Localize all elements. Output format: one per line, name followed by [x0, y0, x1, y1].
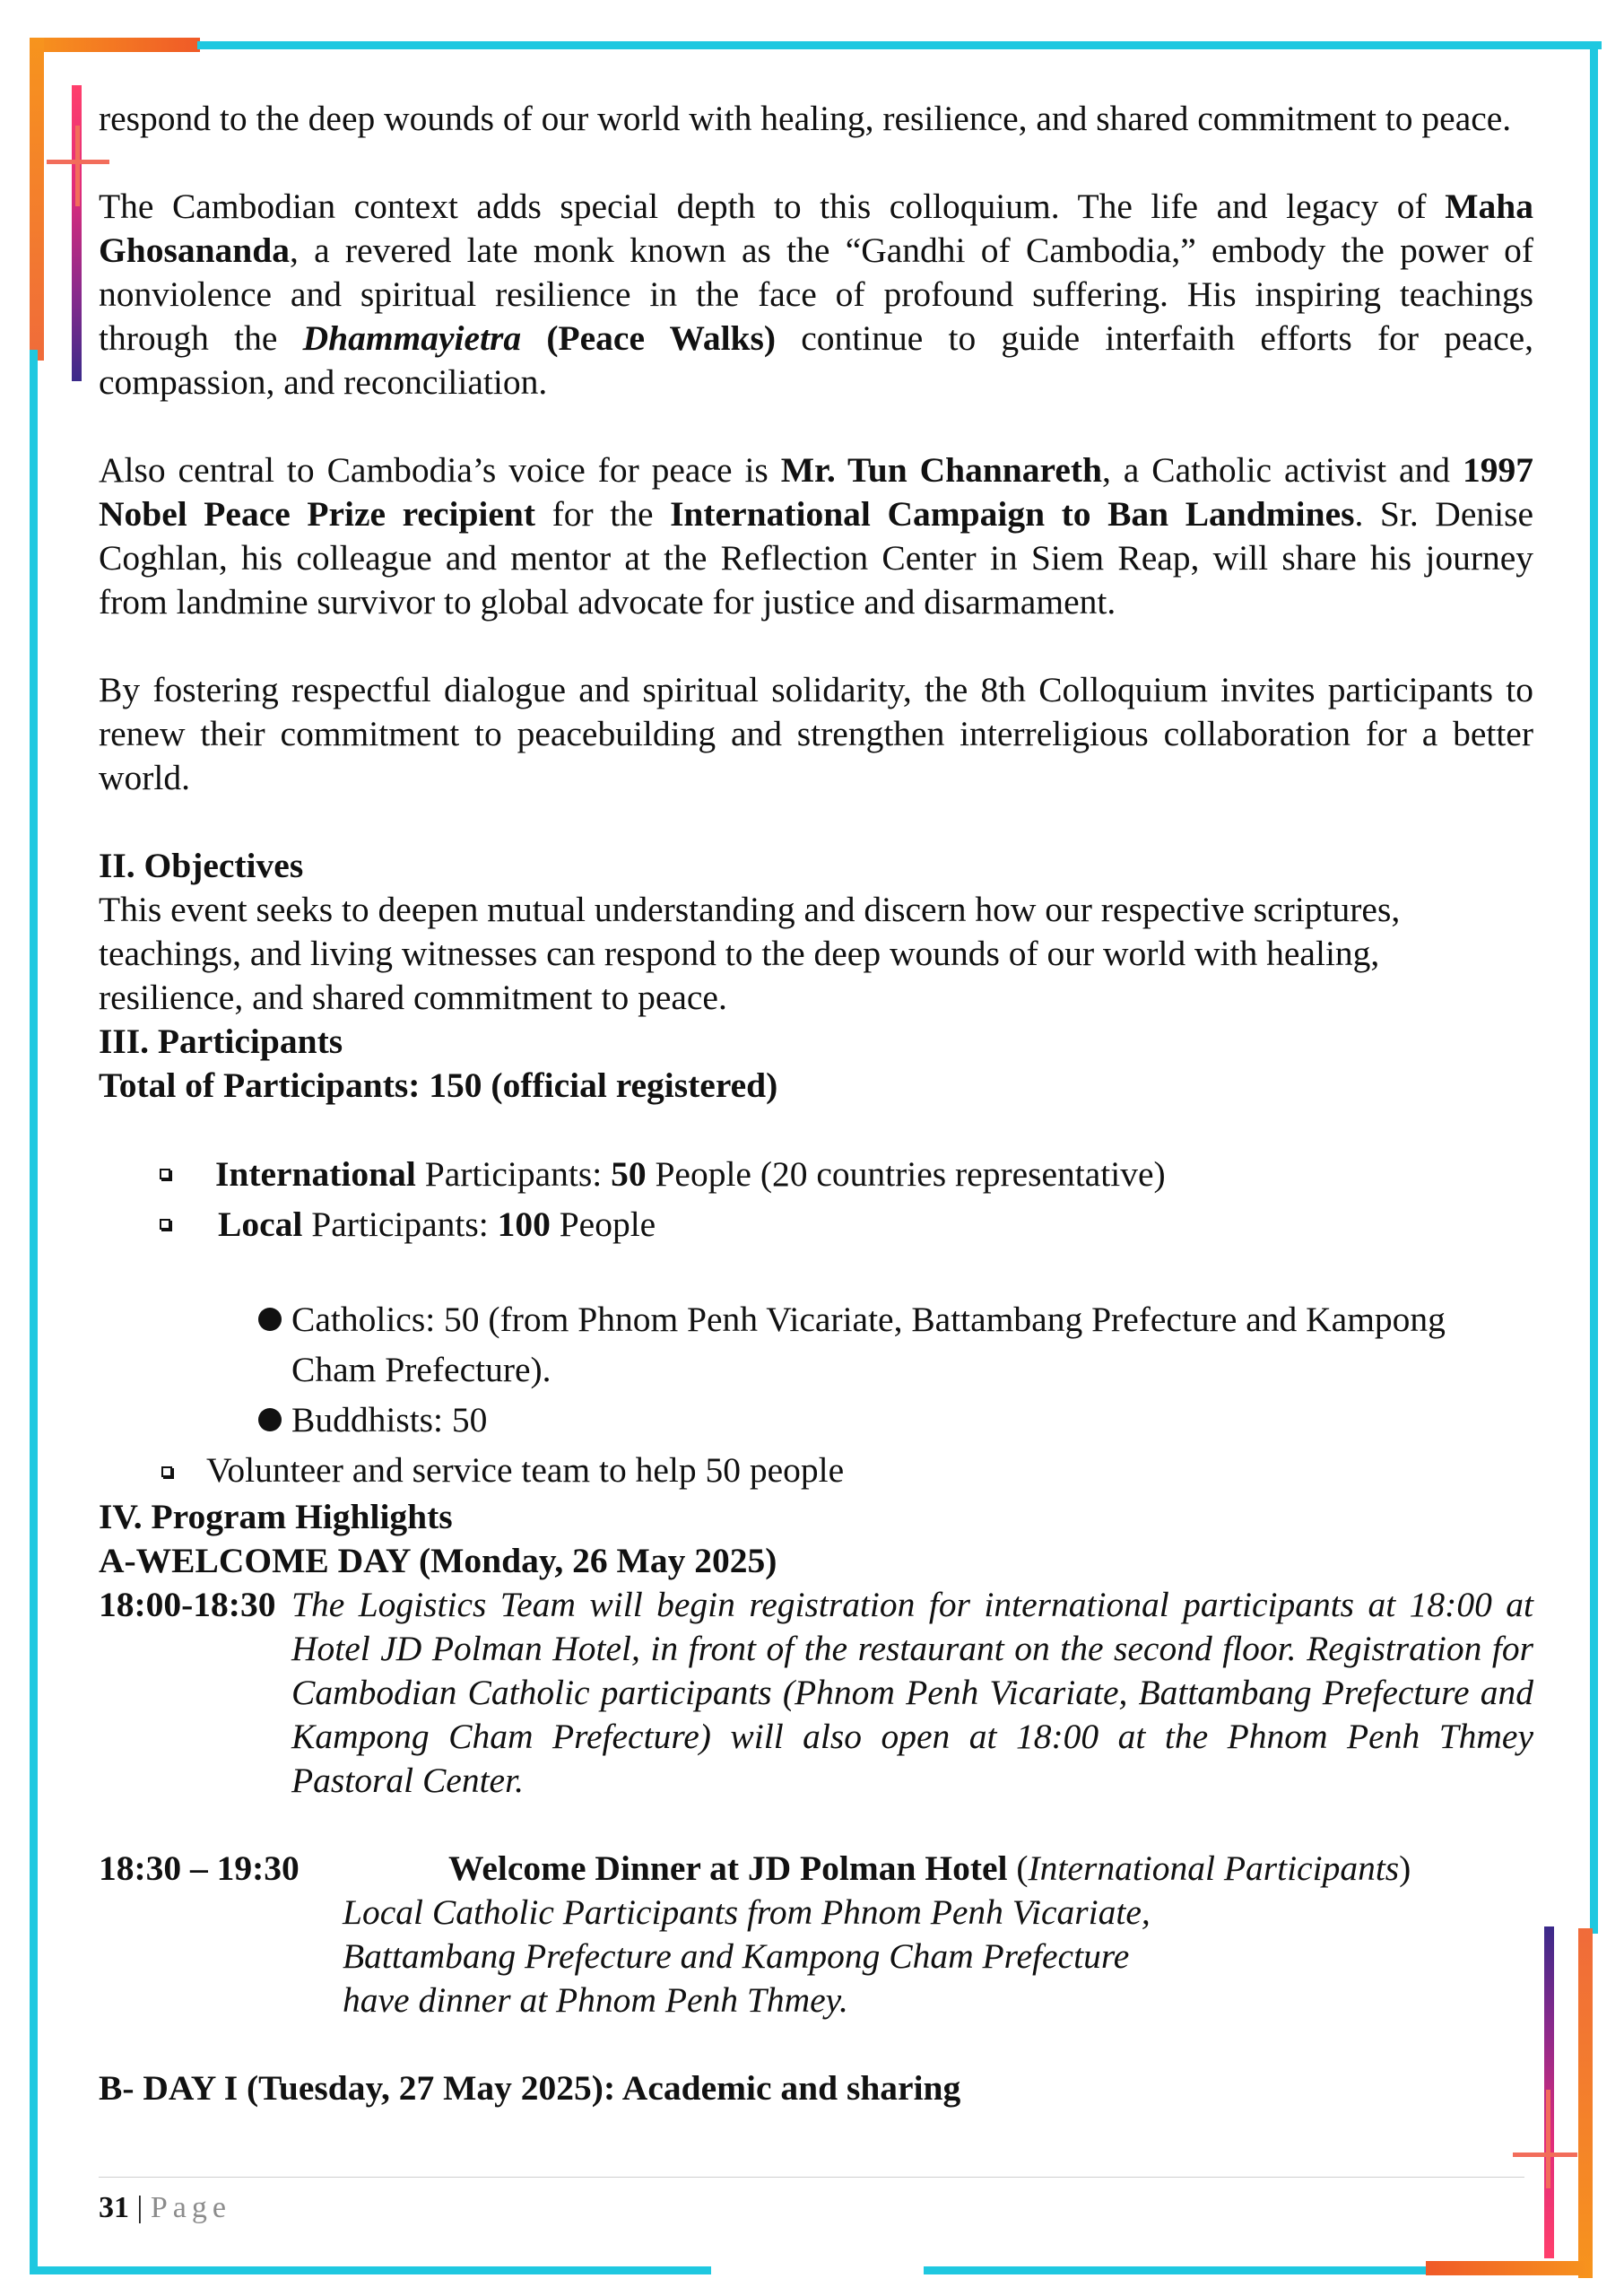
catholics-text: Catholics: 50 (from Phnom Penh Vicariate, Battambang Prefecture and Kampong Cham Prefecture).	[291, 1300, 1446, 1389]
schedule-time: 18:00-18:30	[99, 1585, 276, 1624]
round-bullet-icon	[258, 1308, 282, 1331]
label-local: Local	[218, 1205, 303, 1244]
schedule-time: 18:30 – 19:30	[99, 1848, 300, 1888]
list-item-buddhists	[99, 1395, 1533, 1445]
paragraph-intro-continued: respond to the deep wounds of our world with healing, resilience, and shared commitment to peace.	[99, 99, 1512, 138]
border-line	[1590, 41, 1598, 1934]
volunteers-text: Volunteer and service team to help 50 people	[206, 1450, 845, 1490]
border-line	[30, 2266, 711, 2274]
participant-list	[99, 1149, 1533, 1249]
page-label: Page	[150, 2191, 231, 2224]
name-maha-ghosananda: Maha Ghosananda	[99, 187, 1533, 270]
page-footer	[99, 2190, 231, 2226]
cross-accent	[1546, 2090, 1550, 2188]
label-international: International	[215, 1154, 416, 1194]
heading-objectives: II. Objectives	[99, 846, 304, 885]
schedule-registration	[99, 1583, 1533, 1803]
text-run: Participants:	[415, 1154, 612, 1194]
heading-day-one: B- DAY I (Tuesday, 27 May 2025): Academic and sharing	[99, 2068, 961, 2108]
dinner-heading	[448, 1847, 1411, 1891]
paragraph-fostering-dialogue: By fostering respectful dialogue and spiritual solidarity, the 8th Colloquium invites participants to renew their commitment to peacebuilding and strengthen interreligious collaboration for a better world.	[99, 670, 1533, 797]
text-run: , a revered late monk known as the “Gandhi of Cambodia,” embody the power of nonviolence and spiritual resilience in the face of profound suffering. His inspiring teachings through the	[99, 230, 1533, 358]
text-run: Participants:	[302, 1205, 498, 1244]
term-dhammayietra: Dhammayietra	[302, 318, 522, 358]
schedule-dinner	[99, 1847, 1533, 1891]
page-number: 31	[99, 2191, 129, 2224]
paragraph-cambodian-context	[99, 185, 1533, 404]
objectives-text: This event seeks to deepen mutual understanding and discern how our respective scriptures, teachings, and living witnesses can respond to the deep wounds of our world with healing, resilience, and shared commitment to peace.	[99, 890, 1401, 1017]
document-body	[99, 97, 1533, 2110]
dinner-title: Welcome Dinner at JD Polman Hotel	[448, 1848, 1008, 1888]
border-line	[924, 2266, 1426, 2274]
cross-accent	[75, 126, 80, 206]
footer-divider	[99, 2177, 1524, 2178]
list-item-catholics	[99, 1294, 1484, 1395]
text-run: Also central to Cambodia’s voice for peace is	[99, 450, 781, 490]
buddhists-text: Buddhists: 50	[291, 1400, 488, 1439]
square-bullet-icon	[161, 1466, 172, 1477]
name-tun-channareth: Mr. Tun Channareth	[780, 450, 1102, 490]
text-run: . Sr. Denise Coghlan, his colleague and mentor at the Reflection Center in Siem Reap, will share his journey from landmine survivor to global advocate for justice and disarmament.	[99, 494, 1533, 622]
list-item-local	[99, 1199, 1533, 1249]
count-international: 50	[611, 1154, 647, 1194]
participants-total: Total of Participants: 150 (official registered)	[99, 1065, 778, 1105]
nobel-prize-label: 1997 Nobel Peace Prize recipient	[99, 450, 1533, 534]
corner-accent	[30, 38, 200, 52]
text-run: People	[550, 1205, 656, 1244]
corner-accent	[1426, 2261, 1593, 2275]
dinner-local-note: Local Catholic Participants from Phnom Penh Vicariate, Battambang Prefecture and Kampong Cham Prefecture have dinner at Phnom Penh Thmey.	[343, 1892, 1151, 2020]
square-bullet-icon	[160, 1219, 170, 1230]
text-run: People (20 countries representative)	[646, 1154, 1166, 1194]
corner-accent	[1578, 1928, 1593, 2278]
local-breakdown-list	[99, 1294, 1533, 1445]
schedule-description: The Logistics Team will begin registration for international participants at 18:00 at Hotel JD Polman Hotel, in front of the restaurant on the second floor. Registration for Cambodian Catholic participants (Phnom Penh Vicariate, Battambang Prefecture and Kampong Cham Prefecture) will also open at 18:00 at the Phnom Penh Thmey Pastoral Center.	[291, 1585, 1533, 1800]
border-line	[30, 350, 38, 2274]
text-run: (	[1007, 1848, 1029, 1888]
cross-accent	[1513, 2152, 1577, 2157]
text-run: )	[1399, 1848, 1411, 1888]
text-run: continue to guide interfaith efforts for peace, compassion, and reconciliation.	[99, 318, 1534, 402]
text-run: for the	[535, 494, 671, 534]
campaign-name: International Campaign to Ban Landmines	[670, 494, 1355, 534]
border-line	[197, 41, 1602, 49]
list-item-international	[99, 1149, 1533, 1199]
text-run: The Cambodian context adds special depth to this colloquium. The life and legacy of	[99, 187, 1446, 226]
heading-participants: III. Participants	[99, 1022, 343, 1061]
text-run: , a Catholic activist and	[1102, 450, 1463, 490]
footer-separator: |	[129, 2191, 151, 2224]
paragraph-tun-channareth	[99, 448, 1533, 624]
dinner-note: International Participants	[1028, 1848, 1400, 1888]
square-bullet-icon	[160, 1169, 170, 1179]
heading-program-highlights: IV. Program Highlights	[99, 1497, 453, 1536]
count-local: 100	[497, 1205, 551, 1244]
round-bullet-icon	[258, 1408, 282, 1431]
term-peace-walks: (Peace Walks)	[521, 318, 777, 358]
corner-accent	[30, 38, 44, 361]
list-item-volunteers	[99, 1445, 1533, 1495]
heading-welcome-day: A-WELCOME DAY (Monday, 26 May 2025)	[99, 1541, 777, 1580]
